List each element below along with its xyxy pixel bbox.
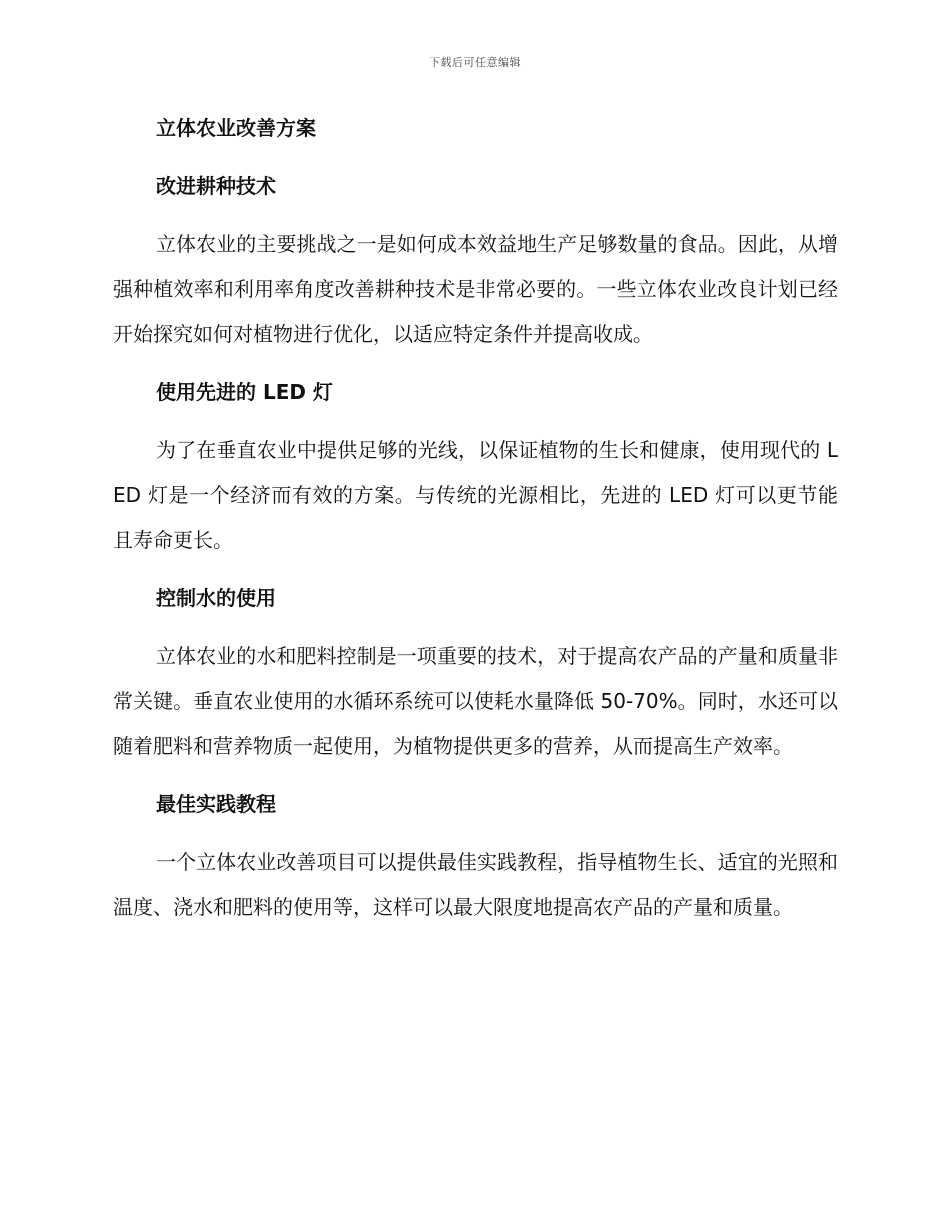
section-paragraph-led-lights: 为了在垂直农业中提供足够的光线，以保证植物的生长和健康，使用现代的 LED 灯是一个经济而有效的方案。与传统的光源相比，先进的 LED 灯可以更节能且寿命更长。	[113, 438, 838, 552]
section-paragraph-water-control: 立体农业的水和肥料控制是一项重要的技术，对于提高农产品的产量和质量非常关键。垂直农业使用的水循环系统可以使耗水量降低 50-70%。同时，水还可以随着肥料和营养物质一起使用，为植物提供更多的营养，从而提高生产效率。	[113, 644, 838, 758]
section-paragraph-best-practices: 一个立体农业改善项目可以提供最佳实践教程，指导植物生长、适宜的光照和温度、浇水和肥料的使用等，这样可以最大限度地提高农产品的产量和质量。	[113, 850, 838, 919]
section-paragraph-farming-technique: 立体农业的主要挑战之一是如何成本效益地生产足够数量的食品。因此，从增强种植效率和利用率角度改善耕种技术是非常必要的。一些立体农业改良计划已经开始探究如何对植物进行优化，以适应特定条件并提高收成。	[113, 232, 838, 346]
section-heading-led-lights: 使用先进的 LED 灯	[156, 380, 333, 404]
document-title: 立体农业改善方案	[156, 116, 316, 140]
page-header-note: 下载后可任意编辑	[429, 56, 521, 69]
section-heading-farming-technique: 改进耕种技术	[156, 174, 276, 198]
document-body	[113, 106, 838, 943]
section-heading-best-practices: 最佳实践教程	[156, 792, 276, 816]
section-heading-water-control: 控制水的使用	[156, 586, 276, 610]
